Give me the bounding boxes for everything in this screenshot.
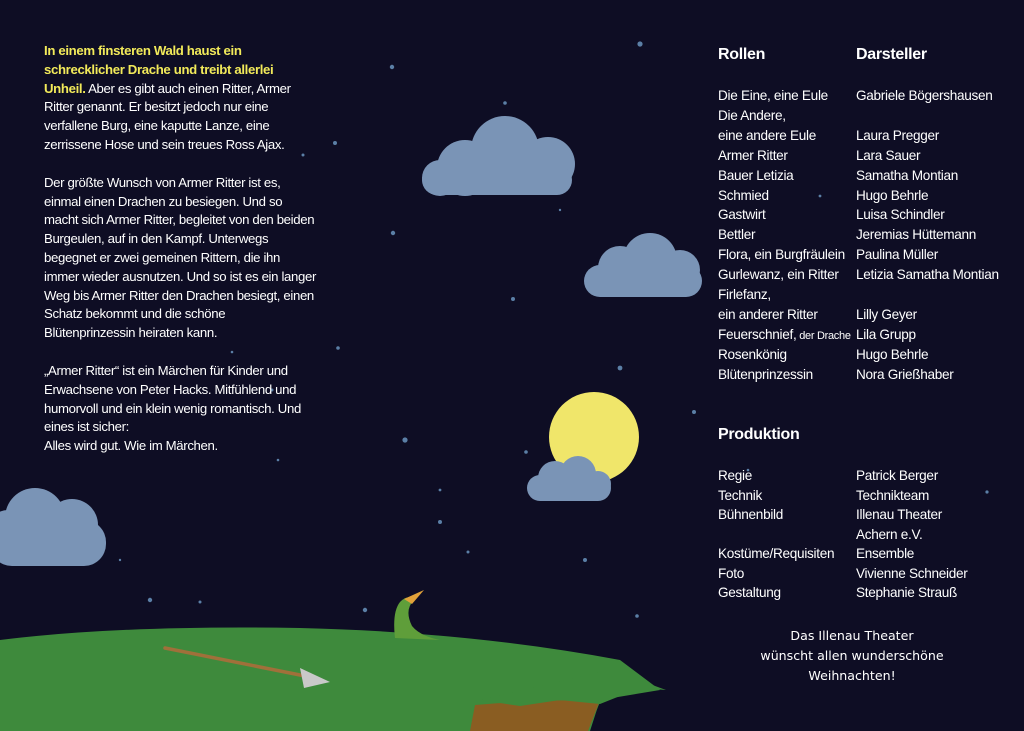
cast-role-text: Die Andere, — [718, 107, 786, 123]
story-p1-rest: Aber es gibt auch einen Ritter, Armer Ritter genannt. Er besitzt jedoch nur eine verfallene Burg, eine kaputte Lanze, eine zerrissene Hose und sein treues Ross Ajax. — [44, 80, 291, 152]
star-icon — [559, 209, 561, 211]
star-icon — [439, 489, 442, 492]
cast-role-text: Die Eine, eine Eule — [718, 88, 828, 103]
cast-role-text: Gurlewanz, ein Ritter — [718, 267, 839, 283]
cast-actor: Hugo Behrle — [856, 187, 929, 203]
star-icon — [199, 601, 202, 604]
production-actor: Patrick Berger — [856, 468, 938, 483]
star-icon — [503, 101, 507, 105]
story-highlight: In einem finsteren Wald haust ein schrecklicher Drache und treibt allerlei Unheil. — [44, 43, 274, 96]
cast-role-text: Schmied — [718, 187, 769, 203]
cast-actor: Jeremias Hüttemann — [856, 227, 977, 243]
star-icon — [119, 559, 121, 561]
story-paragraph-3 — [44, 362, 316, 456]
star-icon — [618, 366, 623, 371]
cast-role — [718, 347, 787, 362]
production-role-text: Foto — [718, 565, 745, 581]
cast-list — [718, 46, 1018, 386]
cast-role-text: Rosenkönig — [718, 346, 787, 362]
star-icon — [467, 551, 470, 554]
cast-role-text: Firlefanz, — [718, 287, 771, 302]
cast-actor: Gabriele Bögershausen — [856, 88, 993, 103]
greeting-line-2: wünscht allen wunderschöne — [760, 648, 944, 663]
production-actor: Vivienne Schneider — [856, 565, 968, 581]
greeting-line-3: Weihnachten! — [808, 668, 896, 683]
roles-heading: Rollen — [718, 46, 766, 63]
cast-actor: Luisa Schindler — [856, 207, 945, 223]
cloud-icon — [584, 233, 702, 297]
star-icon — [524, 450, 528, 454]
cast-actor: Hugo Behrle — [856, 346, 929, 362]
cast-role-text: Bauer Letizia — [718, 167, 794, 183]
production-role — [718, 566, 744, 581]
cast-role — [718, 307, 818, 322]
production-role — [718, 468, 752, 483]
cloud-icon — [0, 488, 106, 566]
cast-actor: Letizia Samatha Montian — [856, 267, 999, 283]
cast-role — [718, 327, 851, 342]
star-icon — [635, 614, 639, 618]
star-icon — [390, 65, 394, 69]
star-icon — [438, 520, 442, 524]
cast-role-text: Gastwirt — [718, 207, 766, 223]
production-actor: Illenau Theater — [856, 507, 942, 522]
cast-role — [718, 227, 755, 242]
cast-role — [718, 267, 839, 282]
story-p3-line1: „Armer Ritter“ ist ein Märchen für Kinder und Erwachsene von Peter Hacks. Mitfühlend und humorvoll und ein klein wenig romantisch. Und eines ist sicher: — [44, 362, 301, 435]
cast-actor: Lila Grupp — [856, 326, 916, 342]
cast-role-text: Blütenprinzessin — [718, 366, 813, 382]
cast-role — [718, 128, 816, 143]
production-role-text: Bühnenbild — [718, 507, 784, 522]
cast-actor: Laura Pregger — [856, 127, 940, 143]
cast-role-text: Feuerschnief, — [718, 326, 797, 342]
star-icon — [402, 437, 407, 442]
cloud-icon — [422, 116, 575, 196]
production-actor: Ensemble — [856, 546, 915, 561]
cast-role-text: Bettler — [718, 227, 756, 243]
cast-actor: Paulina Müller — [856, 247, 938, 263]
cast-role — [718, 247, 845, 262]
star-icon — [333, 141, 337, 145]
story-paragraph-2: Der größte Wunsch von Armer Ritter ist es, einmal einen Drachen zu besiegen. Und so macht sich Armer Ritter, begleitet von den beiden Burgeulen, auf in den Kampf. Unterwegs begegnet er zwei gemeinen Rittern, die ihn immer wieder ausnutzen. Und so ist es ein langer Weg bis Armer Ritter den Drachen besiegt, einen Schatz bekommt und die schöne Blütenprinzessin heiraten kann. — [44, 174, 316, 341]
production-actor: Technikteam — [856, 487, 930, 503]
story-p3-line2: Alles wird gut. Wie im Märchen. — [44, 438, 218, 454]
star-icon — [583, 558, 587, 562]
star-icon — [391, 231, 395, 235]
star-icon — [336, 346, 340, 350]
cast-role — [718, 168, 793, 183]
star-icon — [363, 608, 367, 612]
production-role — [718, 488, 762, 503]
ground — [0, 628, 666, 731]
cast-role-text: eine andere Eule — [718, 127, 816, 143]
cast-role — [718, 367, 813, 382]
actors-heading: Darsteller — [856, 46, 927, 63]
cast-role — [718, 188, 769, 203]
cast-role-text: Flora, ein Burgfräulein — [718, 247, 845, 263]
production-role-text: Gestaltung — [718, 585, 781, 600]
star-icon — [148, 598, 152, 602]
cast-role — [718, 108, 786, 123]
story-paragraph-1 — [44, 42, 316, 155]
production-role-text: Regie — [718, 468, 753, 483]
production-role — [718, 585, 781, 600]
cast-role-text: ein anderer Ritter — [718, 306, 818, 322]
greeting-line-1: Das Illenau Theater — [790, 628, 914, 643]
cast-actor: Nora Grießhaber — [856, 366, 954, 382]
cast-role — [718, 287, 771, 302]
cast-actor: Samatha Montian — [856, 167, 959, 183]
star-icon — [692, 410, 696, 414]
cast-role-text: Armer Ritter — [718, 147, 788, 163]
production-role-text: Kostüme/Requisiten — [718, 546, 835, 561]
cast-actor: Lara Sauer — [856, 147, 921, 163]
production-role-text: Technik — [718, 487, 762, 503]
production-role — [718, 546, 834, 561]
star-icon — [637, 41, 642, 46]
production-heading: Produktion — [718, 426, 800, 443]
cast-role — [718, 148, 788, 163]
cast-actor: Lilly Geyer — [856, 306, 917, 322]
greeting — [742, 626, 962, 686]
cast-role — [718, 207, 765, 222]
dragon-neck-icon — [394, 590, 440, 640]
production-actor: Achern e.V. — [856, 526, 923, 542]
production-actor: Stephanie Strauß — [856, 585, 957, 600]
production-list — [718, 426, 1018, 606]
cast-role-note: der Drache — [796, 329, 851, 342]
cast-role — [718, 88, 828, 103]
star-icon — [511, 297, 515, 301]
production-role — [718, 507, 783, 522]
story-text — [44, 42, 316, 475]
